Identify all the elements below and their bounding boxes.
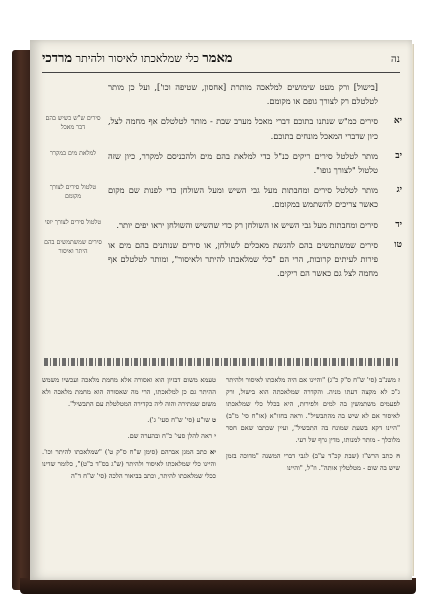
paragraph [44,80,398,108]
paragraph-number: טו [394,239,402,250]
paragraph-number: יד [395,219,402,230]
paragraph-text: מותר לטלטל סירים ריקים כנ"ל כדי למלאת בהם מים ולהכניסם למקרר, כיון שזה טלטול "לצורך גופו". [108,150,378,176]
footnote-text: שו"ע (סי' ש"ח סעי' ג'). [147,416,210,424]
title-text: כלי שמלאכתו לאיסור ולהיתר [75,52,199,65]
footnote-marker: יא [210,448,216,456]
decorative-divider [44,358,398,366]
footnote-marker: ז [398,376,400,384]
paragraph-text: [בישול] ורק מעט שימושים למלאכה מותרת [אחסון, שטיפה וכו'], ועל כן מותר לטלטלם רק לצורך גופם או מקומם. [108,82,378,107]
header-rule [42,72,400,73]
margin-gloss: סירים ש"ש כשיש בהם דבר מאכל [45,115,101,132]
footnotes [42,374,400,574]
footnote-text: כתב המגן אברהם (סימן ש"ח ס"ק ט') "שמלאכתו להיתר וכו'. והיינו כלי שמלאכתו לאיסור ולהיתר (ש"ג בס"ד כ"ט)", כלומר שדינו ככלי שמלאכתו להיתר, וכתב בביאור הלכה (סי' ש"ח ד"ה [42,448,216,480]
paragraph-number: יא [393,116,402,127]
footnote-column-left [42,374,216,574]
margin-gloss: טלטול סירים לצורך מקומם [49,184,97,201]
margin-gloss: למלאת מים במקרר [49,149,97,157]
page-header [42,50,400,70]
main-text [44,80,402,286]
running-title [42,50,233,66]
footnote [226,374,400,446]
title-name: מרדכי [42,51,73,66]
paragraph [44,149,402,177]
margin-gloss: סירים שמשתמשים בהם היתר ואיסור [44,238,102,255]
footnote-marker: י [214,432,216,440]
footnote-marker: ח [396,452,400,460]
footnote-column-right [226,374,400,574]
footnote [42,374,216,410]
footnote [42,430,216,442]
book-cover-bottom [20,578,416,594]
paragraph-text: סירים ומחבתות מעל גבי השיש או השולחן רק כדי שהשיש והשולחן יראו יפים יותר. [116,219,378,230]
paragraph-text: סירים שמשתמשים בהם להגשת מאכלים לשולחן, או סירים שנותנים בהם מים או פירות לעיתים קרובות, הרי הם "כלי שמלאכתו להיתר ולאיסור", ומותר לטלטלם אף מחמה לצל גם כאשר הם ריקים. [108,239,378,279]
paragraph-text: מותר לטלטל סירים ומחבתות מעל גבי השיש ומעל השולחן כדי לפנות שם מקום כאשר צריכים להשתמש במקומם. [108,185,378,210]
paragraph-text: סירים כמ"ש שנתנו בתוכם דברי מאכל מערב שבת - מותר לטלטלם אף מחמה לצל, כיון שדברי המאכל מונחים בתוכם. [108,116,378,141]
paragraph [44,238,402,281]
footnote [42,414,216,426]
page-number: נה [390,54,400,65]
margin-gloss: טלטול סירים לצורך יופי [44,218,102,226]
paragraph-number: יב [395,150,402,161]
book-page [30,40,412,580]
footnote [226,450,400,474]
footnote [42,446,216,482]
footnote-text: ראה להלן סעי' כ"ח ובהערה שם. [127,432,213,440]
paragraph-number: יג [396,185,402,196]
paragraph [44,218,402,232]
footnote-text: טעמא משום דבזיון הוא ואסורה אלא מחמת מלאכה ועכשיו משמש ההיתר גם כן למלאכתו, הרי מה שאסורה הוא מחמת מלאכה ולא משום שמתירה והוה ליה כקדירה המטלטלת עם התבשיל". [42,376,216,408]
paragraph [44,183,402,211]
footnote-text: משנ"ב (סי' ש"ח ס"ק כ"ג) "והיינו אם היה מלאכתו לאיסור ולהיתר ג"כ לא מקצה דעתו מניה. והקדרה שמלאכתה הוא בישול, ורק לפעמים משתמשין בה למים ולפירות, היא בכלל כלי שמלאכתו לאיסור אם לא שיש בה מהתבשיל". וראה בחזו"א (או"ח סי' מ"ב) "היינו דקא בשעת שמונח בה התבשיל", ועיין שכתבו שאם חסר מלוכלך - מותר למנותו, מדין גרף של רעי. [226,376,400,444]
title-bold: מאמר [202,51,233,66]
paragraph [44,114,402,142]
footnote-marker: ט [212,416,216,424]
footnote-text: כתב הרש"ז (שבת קכ"ד ע"ב) לגבי דברי המשנה "מדוכה בזמן שיש בה שום - מטלטלין אותה". וז"ל, "והיינו [226,452,400,472]
